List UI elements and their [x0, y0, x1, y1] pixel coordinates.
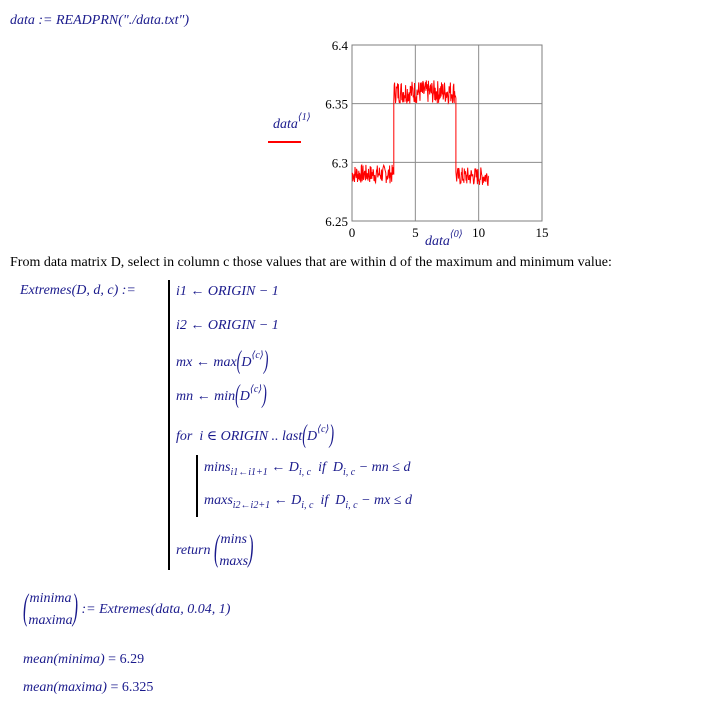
plot-frame	[352, 45, 542, 221]
maxs-array: maxs	[204, 493, 233, 508]
var-mn: mn	[176, 389, 194, 404]
cond-D: D	[335, 493, 346, 508]
mean-maxima-value: 6.325	[121, 680, 154, 695]
value-index: i, c	[301, 500, 314, 511]
program-line-mins[interactable]	[204, 460, 410, 478]
arrow: ←	[192, 355, 214, 370]
max-function: max	[213, 355, 237, 370]
matrix-D: D	[241, 355, 252, 370]
return-vector	[219, 529, 248, 573]
y-tick-label: 6.25	[325, 214, 348, 229]
mins-array: mins	[204, 460, 231, 475]
extremes-call: Extremes(data, 0.04, 1)	[99, 602, 231, 617]
var-i1: i1	[176, 284, 187, 299]
column-operator: ⟨c⟩	[251, 350, 264, 361]
eval-mean-minima[interactable]	[23, 652, 144, 668]
arrow: ←	[270, 493, 292, 508]
program-line-mn[interactable]: mn ← $\min(D^{⟨c⟩})$	[176, 381, 267, 411]
mean-minima-expr: mean(minima)	[23, 652, 105, 667]
range: ORIGIN .. last	[220, 429, 303, 444]
x-tick-label: 15	[535, 225, 549, 240]
y-tick-label: 6.4	[331, 38, 348, 53]
arrow: ←	[186, 318, 208, 333]
x-label-text: data	[425, 234, 450, 249]
return-keyword: return	[176, 543, 211, 558]
x-tick-label: 5	[412, 225, 419, 240]
plot-chart[interactable]	[297, 30, 560, 240]
result-assignment[interactable]: (minima maxima) := Extremes(data, 0.04, 1)	[23, 588, 230, 632]
plot-x-axis-label	[425, 229, 463, 250]
program-line-maxs[interactable]	[204, 493, 412, 511]
y-label-sup: ⟨1⟩	[297, 112, 311, 123]
minima-var: minima	[29, 591, 72, 606]
program-line-i2[interactable]	[176, 318, 279, 334]
program-line-return[interactable]: return (mins maxs)	[176, 529, 253, 573]
program-bar	[168, 280, 170, 570]
return-mins: mins	[220, 532, 247, 547]
loop-var: i	[199, 429, 204, 444]
var-mx: mx	[176, 355, 193, 370]
matrix-D: D	[306, 429, 318, 444]
arrow: ←	[186, 284, 208, 299]
y-tick-label: 6.35	[325, 96, 348, 112]
column-operator: ⟨c⟩	[249, 384, 263, 395]
expr: ORIGIN − 1	[207, 284, 279, 299]
value-D: D	[291, 493, 302, 508]
element-of: ∈	[203, 429, 221, 444]
maxima-var: maxima	[28, 613, 73, 628]
data-trace	[352, 80, 489, 185]
if-keyword: if	[318, 460, 326, 475]
function-assign: :=	[118, 283, 136, 298]
cond-rest: − mn ≤ d	[355, 460, 411, 475]
for-keyword: for	[176, 429, 193, 444]
y-label-text: data	[273, 117, 298, 132]
assign-operator: :=	[34, 13, 56, 28]
assign-operator: :=	[77, 602, 100, 617]
readprn-function: READPRN	[56, 13, 119, 28]
matrix-D: D	[239, 389, 250, 404]
program-line-mx[interactable]: mx ← $\max(D^{⟨c⟩})$	[176, 347, 269, 377]
function-name: Extremes	[20, 283, 72, 298]
var-i2: i2	[176, 318, 187, 333]
value-D: D	[288, 460, 299, 475]
mean-maxima-expr: mean(maxima)	[23, 680, 107, 695]
value-index: i, c	[298, 467, 312, 478]
expr: ORIGIN − 1	[207, 318, 279, 333]
cond-index: i, c	[345, 500, 358, 511]
x-tick-label: 10	[472, 225, 486, 240]
for-loop-bar	[196, 455, 198, 517]
program-line-i1[interactable]	[176, 284, 279, 300]
cond-index: i, c	[343, 467, 356, 478]
min-function: min	[214, 389, 236, 404]
readprn-expression[interactable]	[10, 13, 189, 29]
arrow: ←	[267, 460, 289, 475]
x-tick-label: 0	[348, 225, 356, 240]
legend-line-swatch	[268, 141, 301, 143]
function-definition-header[interactable]	[20, 283, 136, 299]
column-operator: ⟨c⟩	[317, 424, 330, 435]
description-text: From data matrix D, select in column c those values that are within d of the maximum and minimum value:	[10, 255, 612, 270]
equals: =	[104, 652, 120, 667]
equals: =	[106, 680, 122, 695]
y-tick-labels	[325, 38, 348, 229]
y-tick-label: 6.3	[331, 155, 348, 171]
if-keyword: if	[320, 493, 329, 508]
return-maxs: maxs	[219, 554, 249, 569]
data-variable: data	[10, 13, 35, 28]
plot-gridlines	[352, 45, 542, 221]
function-params: (D, d, c)	[71, 283, 119, 298]
eval-mean-maxima[interactable]	[23, 680, 153, 696]
mean-minima-value: 6.29	[119, 652, 145, 667]
arrow: ←	[193, 389, 215, 404]
cond-rest: − mx ≤ d	[357, 493, 413, 508]
program-line-for[interactable]: for i ∈ ORIGIN .. $last(D^{⟨c⟩})$	[176, 421, 334, 451]
readprn-argument: ("./data.txt")	[118, 13, 190, 28]
result-vector	[28, 588, 72, 632]
cond-D: D	[332, 460, 344, 475]
mins-index: i1←i1+1	[230, 467, 268, 478]
x-label-sup: ⟨0⟩	[449, 229, 463, 240]
maxs-index: i2←i2+1	[232, 500, 271, 511]
